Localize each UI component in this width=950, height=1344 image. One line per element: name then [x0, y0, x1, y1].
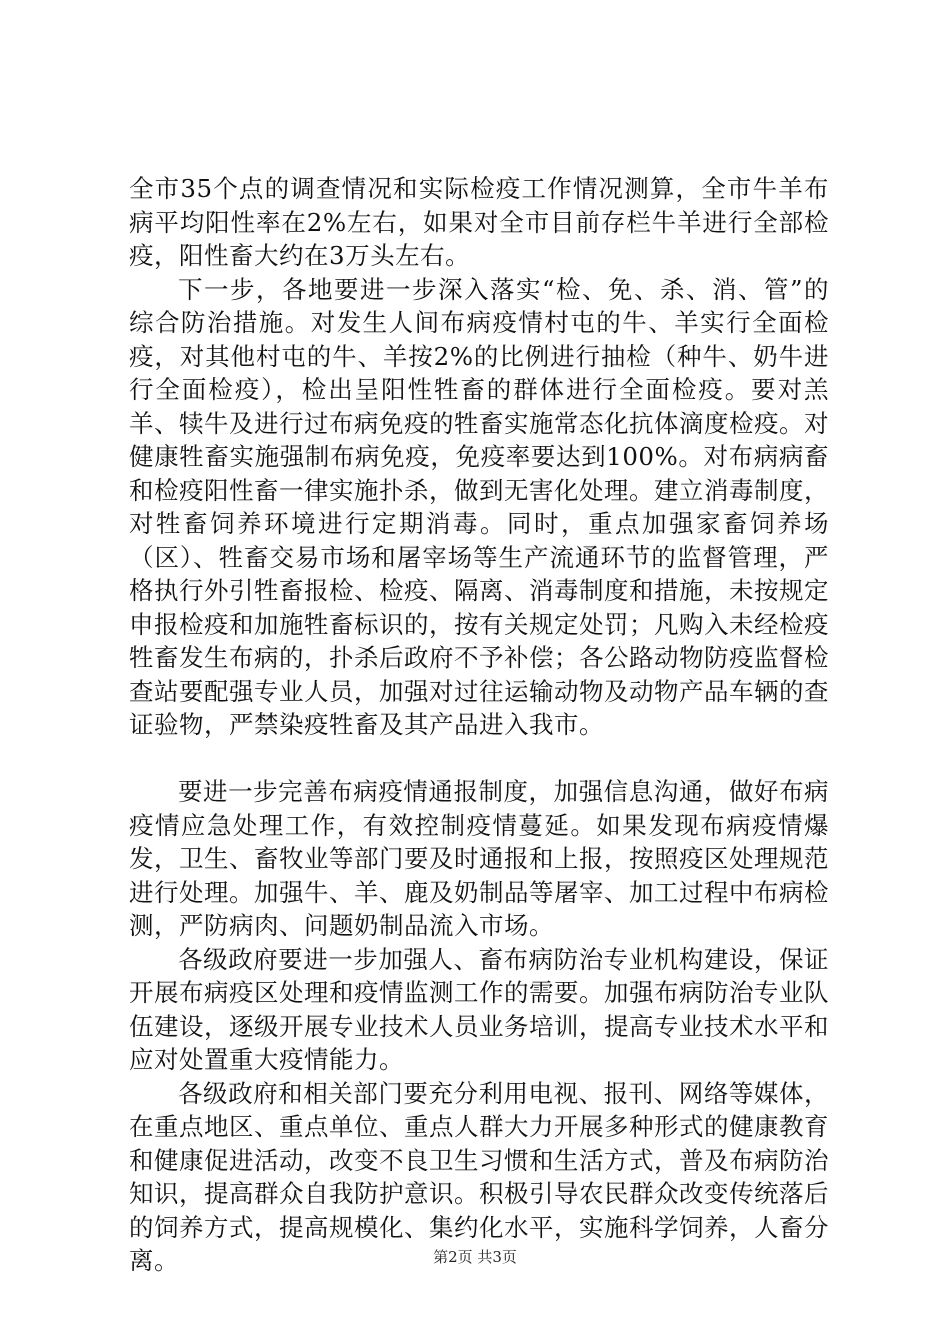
- document-body: [129, 172, 829, 1278]
- paragraph-institution-building: 各级政府要进一步加强人、畜布病防治专业机构建设，保证开展布病疫区处理和疫情监测工作的需要。加强布病防治专业队伍建设，逐级开展专业技术人员业务培训，提高专业技术水平和应对处置重大疫情能力。: [129, 944, 829, 1074]
- paragraph-health-education: 各级政府和相关部门要充分利用电视、报刊、网络等媒体，在重点地区、重点单位、重点人群大力开展多种形式的健康教育和健康促进活动，改变不良卫生习惯和生活方式，普及布病防治知识，提高群众自我防护意识。积极引导农民群众改变传统落后的饲养方式，提高规模化、集约化水平，实施科学饲养，人畜分离。: [129, 1078, 829, 1275]
- paragraph-reporting-system: 要进一步完善布病疫情通报制度，加强信息沟通，做好布病疫情应急处理工作，有效控制疫情蔓延。如果发现布病疫情爆发，卫生、畜牧业等部门要及时通报和上报，按照疫区处理规范进行处理。加强牛、羊、鹿及奶制品等屠宰、加工过程中布病检测，严防病肉、问题奶制品流入市场。: [129, 777, 829, 940]
- paragraph-survey-result: 全市35个点的调查情况和实际检疫工作情况测算，全市牛羊布病平均阳性率在2%左右，如果对全市目前存栏牛羊进行全部检疫，阳性畜大约在3万头左右。: [129, 174, 829, 270]
- paragraph-prevention-measures: 下一步，各地要进一步深入落实“检、免、杀、消、管”的综合防治措施。对发生人间布病疫情村屯的牛、羊实行全面检疫，对其他村屯的牛、羊按2%的比例进行抽检（种牛、奶牛进行全面检疫），检出呈阳性牲畜的群体进行全面检疫。要对羔羊、犊牛及进行过布病免疫的牲畜实施常态化抗体滴度检疫。对健康牲畜实施强制布病免疫，免疫率要达到100%。对布病病畜和检疫阳性畜一律实施扑杀，做到无害化处理。建立消毒制度，对牲畜饲养环境进行定期消毒。同时，重点加强家畜饲养场（区）、牲畜交易市场和屠宰场等生产流通环节的监督管理，严格执行外引牲畜报检、检疫、隔离、消毒制度和措施，未按规定申报检疫和加施牲畜标识的，按有关规定处罚；凡购入未经检疫牲畜发生布病的，扑杀后政府不予补偿；各公路动物防疫监督检查站要配强专业人员，加强对过往运输动物及动物产品车辆的查证验物，严禁染疫牲畜及其产品进入我市。: [129, 274, 829, 739]
- page-footer: 第2页 共3页: [433, 1248, 517, 1266]
